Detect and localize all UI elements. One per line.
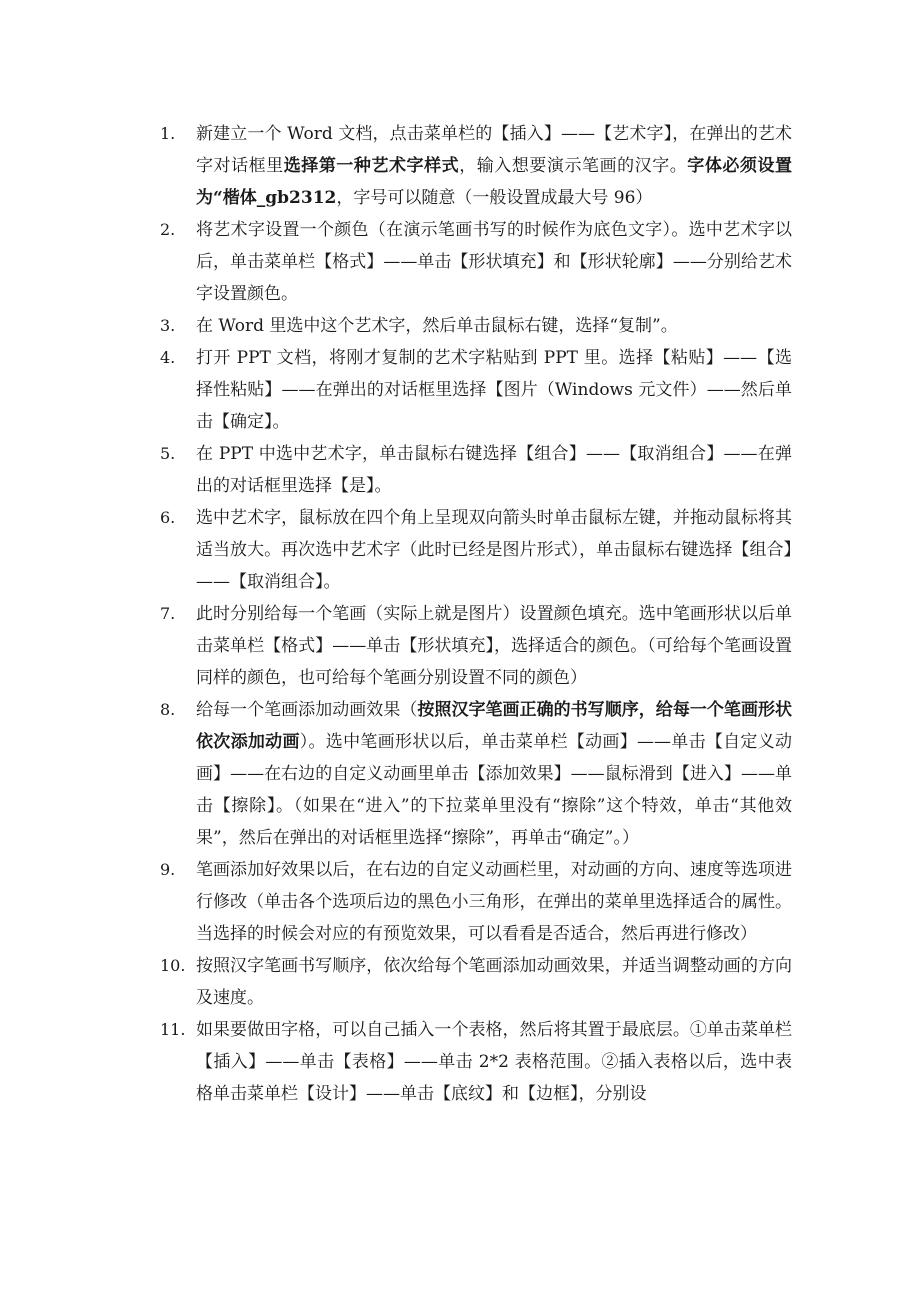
- item-text: ，字号可以随意（一般设置成最大号 96）: [336, 188, 653, 208]
- item-text: 打开 PPT 文档，将刚才复制的艺术字粘贴到 PPT 里。选择【粘贴】——【选择性粘贴】——在弹出的对话框里选择【图片（Windows 元文件）——然后单击【确定】。: [196, 348, 792, 432]
- item-number: 5.: [160, 444, 176, 463]
- item-text: 在 PPT 中选中艺术字，单击鼠标右键选择【组合】——【取消组合】——在弹出的对话框里选择【是】。: [196, 444, 792, 496]
- item-number: 6.: [160, 508, 176, 527]
- item-number: 7.: [160, 604, 176, 623]
- list-item: [160, 950, 792, 1014]
- list-item: [160, 598, 792, 694]
- list-item: [160, 310, 792, 342]
- item-text-bold: 字体必须设置为“楷体_gb2312: [196, 156, 793, 208]
- item-text-bold: 按照汉字笔画正确的书写顺序，给每一个笔画形状依次添加动画: [196, 700, 793, 752]
- item-text: 给每一个笔画添加动画效果（: [196, 700, 418, 720]
- item-number: 8.: [160, 700, 176, 719]
- item-number: 3.: [160, 316, 176, 335]
- list-item: [160, 854, 792, 950]
- item-number: 1.: [160, 124, 176, 143]
- list-item: [160, 118, 792, 214]
- item-number: 2.: [160, 220, 176, 239]
- item-number: 11.: [160, 1020, 186, 1039]
- list-item: [160, 342, 792, 438]
- item-text: 新建立一个 Word 文档，点击菜单栏的【插入】——【艺术字】，在弹出的艺术字对话框里: [196, 124, 792, 176]
- item-text: ）。选中笔画形状以后，单击菜单栏【动画】——单击【自定义动画】——在右边的自定义动画里单击【添加效果】——鼠标滑到【进入】——单击【擦除】。（如果在“进入”的下拉菜单里没有“擦除”这个特效，单击“其他效果”，然后在弹出的对话框里选择“擦除”，再单击“确定”。）: [196, 732, 793, 848]
- item-text: 按照汉字笔画书写顺序，依次给每个笔画添加动画效果，并适当调整动画的方向及速度。: [196, 956, 792, 1008]
- item-number: 4.: [160, 348, 176, 367]
- item-text: 笔画添加好效果以后，在右边的自定义动画栏里，对动画的方向、速度等选项进行修改（单击各个选项后边的黑色小三角形，在弹出的菜单里选择适合的属性。当选择的时候会对应的有预览效果，可以看看是否适合，然后再进行修改）: [196, 860, 792, 944]
- list-item: [160, 1014, 792, 1110]
- item-text: 在 Word 里选中这个艺术字，然后单击鼠标右键，选择“复制”。: [196, 316, 678, 336]
- item-text: 如果要做田字格，可以自己插入一个表格，然后将其置于最底层。①单击菜单栏【插入】——单击【表格】——单击 2*2 表格范围。②插入表格以后，选中表格单击菜单栏【设计】——单击【底纹】和【边框】，分别设: [196, 1020, 792, 1104]
- list-item: [160, 502, 792, 598]
- item-text: 此时分别给每一个笔画（实际上就是图片）设置颜色填充。选中笔画形状以后单击菜单栏【格式】——单击【形状填充】，选择适合的颜色。（可给每个笔画设置同样的颜色，也可给每个笔画分别设置不同的颜色）: [196, 604, 792, 688]
- list-item: [160, 438, 792, 502]
- list-item: [160, 214, 792, 310]
- item-number: 10.: [160, 956, 186, 975]
- instruction-list: [160, 118, 792, 1110]
- item-text: ，输入想要演示笔画的汉字。: [459, 156, 688, 176]
- item-text-bold: 选择第一种艺术字样式: [283, 156, 460, 176]
- item-text: 选中艺术字，鼠标放在四个角上呈现双向箭头时单击鼠标左键，并拖动鼠标将其适当放大。再次选中艺术字（此时已经是图片形式），单击鼠标右键选择【组合】——【取消组合】。: [196, 508, 792, 592]
- item-text: 将艺术字设置一个颜色（在演示笔画书写的时候作为底色文字）。选中艺术字以后，单击菜单栏【格式】——单击【形状填充】和【形状轮廓】——分别给艺术字设置颜色。: [196, 220, 792, 304]
- item-number: 9.: [160, 860, 176, 879]
- list-item: [160, 694, 792, 854]
